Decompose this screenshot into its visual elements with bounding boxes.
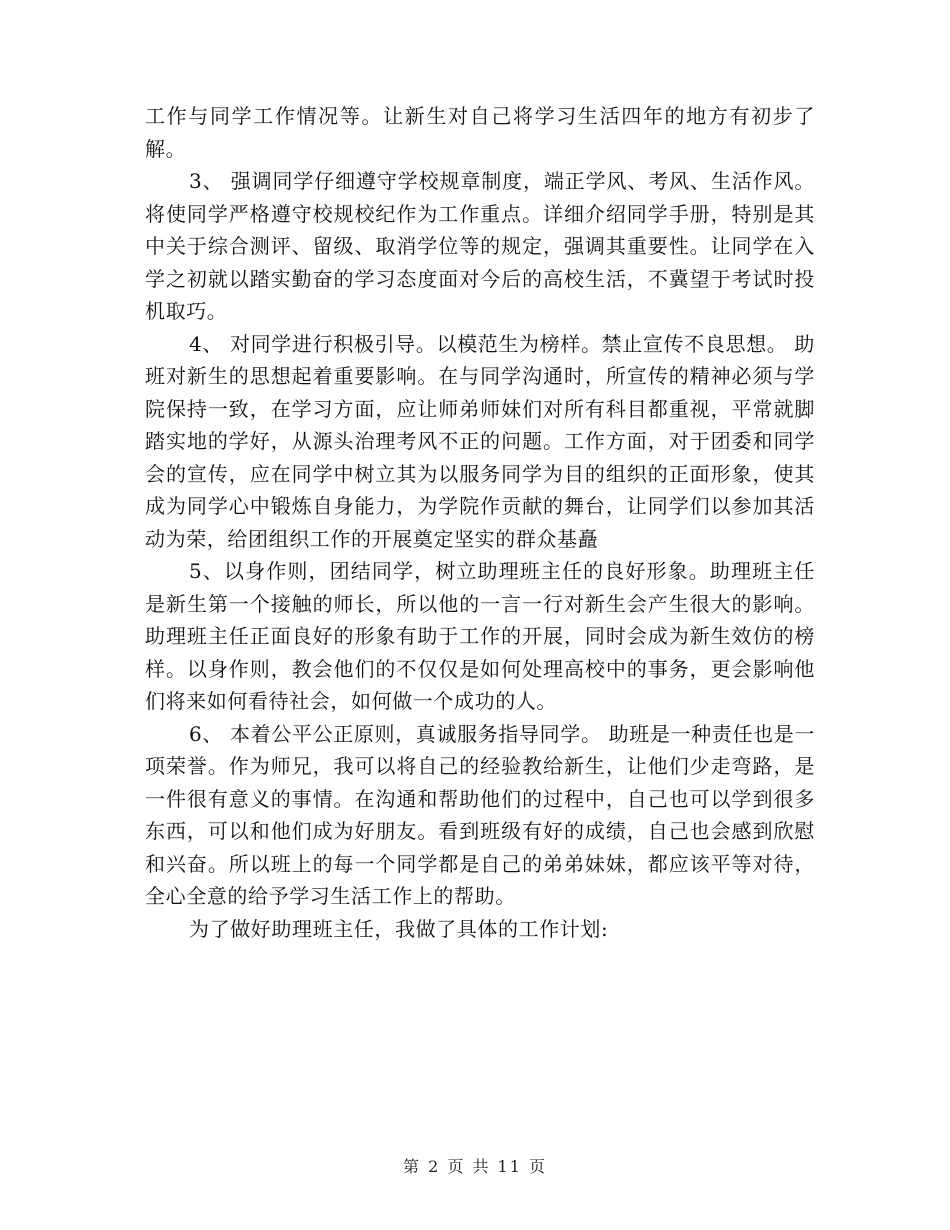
- paragraph-continuation: 工作与同学工作情况等。让新生对自己将学习生活四年的地方有初步了解。: [145, 104, 815, 161]
- paragraph-item-6: 6、 本着公平公正原则，真诚服务指导同学。 助班是一种责任也是一项荣誉。作为师兄，我可以将自己的经验教给新生，让他们少走弯路，是一件很有意义的事情。在沟通和帮助他们的过程中，自己也可以学到很多东西，可以和他们成为好朋友。看到班级有好的成绩，自己也会感到欣慰和兴奋。所以班上的每一个同学都是自己的弟弟妹妹，都应该平等对待，全心全意的给予学习生活工作上的帮助。: [145, 721, 815, 908]
- paragraph-plan-intro: 为了做好助理班主任，我做了具体的工作计划:: [189, 916, 609, 941]
- page-footer: 第 2 页 共 11 页: [403, 1157, 547, 1176]
- paragraph-item-4: 4、 对同学进行积极引导。以模范生为榜样。禁止宣传不良思想。 助班对新生的思想起着重要影响。在与同学沟通时，所宣传的精神必须与学院保持一致，在学习方面，应让师弟师妹们对所有科目都重视，平常就脚踏实地的学好，从源头治理考风不正的问题。工作方面，对于团委和同学会的宣传，应在同学中树立其为以服务同学为目的组织的正面形象，使其成为同学心中锻炼自身能力，为学院作贡献的舞台，让同学们以参加其活动为荣，给团组织工作的开展奠定坚实的群众基矗: [145, 331, 815, 551]
- document-body: [145, 100, 815, 945]
- paragraph-item-5: 5、以身作则，团结同学，树立助理班主任的良好形象。助理班主任是新生第一个接触的师长，所以他的一言一行对新生会产生很大的影响。助理班主任正面良好的形象有助于工作的开展，同时会成为新生效仿的榜样。以身作则，教会他们的不仅仅是如何处理高校中的事务，更会影响他们将来如何看待社会，如何做一个成功的人。: [145, 559, 815, 713]
- paragraph-item-3: 3、 强调同学仔细遵守学校规章制度，端正学风、考风、生活作风。 将使同学严格遵守校规校纪作为工作重点。详细介绍同学手册，特别是其中关于综合测评、留级、取消学位等的规定，强调其重要性。让同学在入学之初就以踏实勤奋的学习态度面对今后的高校生活，不冀望于考试时投机取巧。: [145, 169, 815, 323]
